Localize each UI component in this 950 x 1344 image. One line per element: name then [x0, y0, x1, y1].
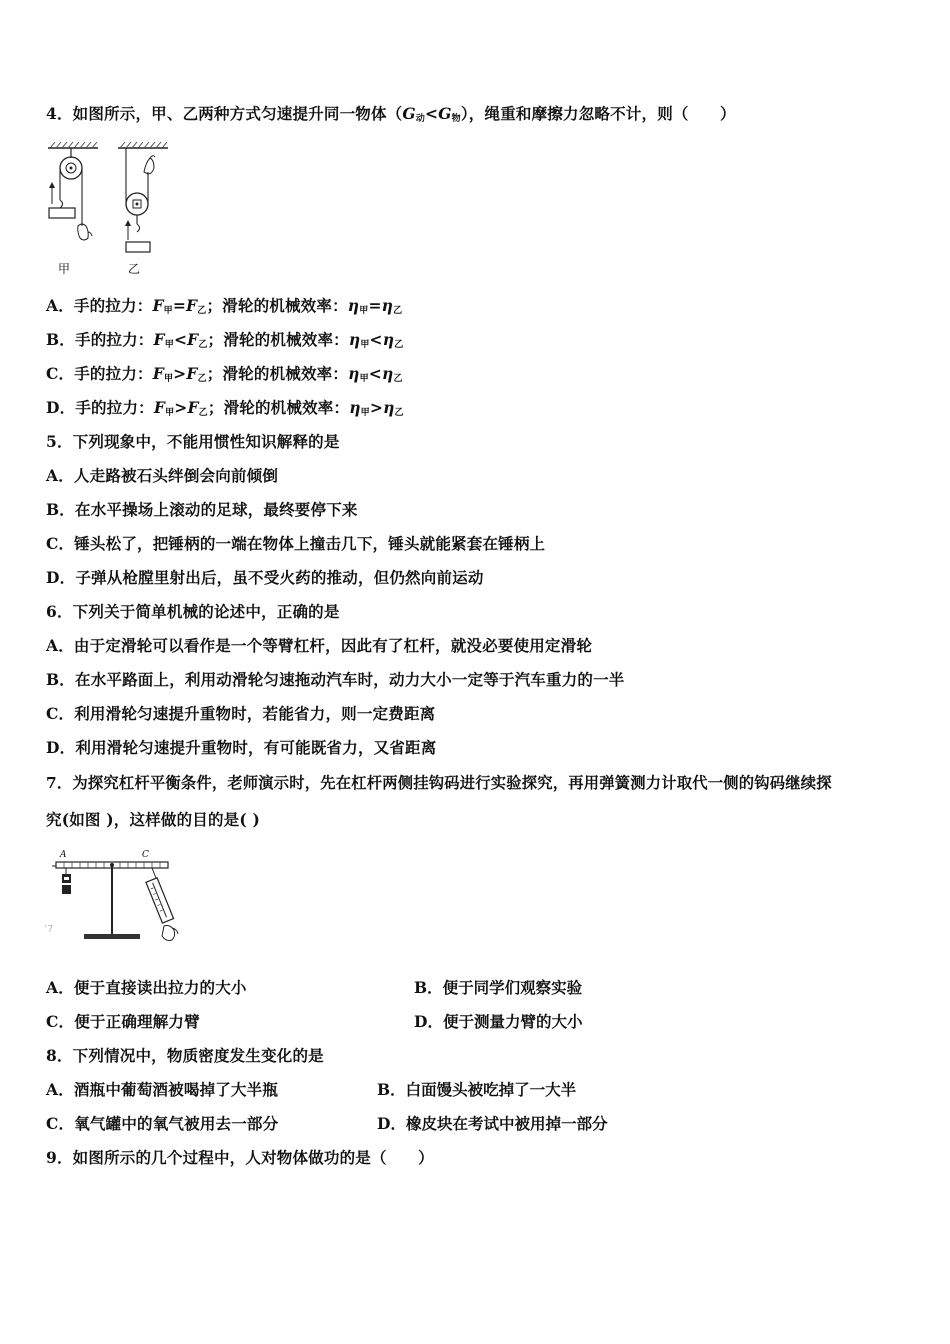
- q7-lever-figure: [44, 848, 194, 944]
- q4-option-a: A．手的拉力：$F_甲=F_乙$；滑轮的机械效率：$\eta_甲=\eta_乙$: [46, 296, 403, 316]
- q7-stem-line2: 究(如图 )，这样做的目的是( ): [46, 810, 261, 829]
- q6-option-a: A．由于定滑轮可以看作是一个等臂杠杆，因此有了杠杆，就没必要使用定滑轮: [46, 636, 593, 655]
- q6-option-b: B．在水平路面上，利用动滑轮匀速拖动汽车时，动力大小一定等于汽车重力的一半: [46, 670, 625, 689]
- fig-label-a: A: [60, 850, 67, 860]
- q7-option-d: D．便于测量力臂的大小: [414, 1012, 583, 1031]
- q7-stem-line1: 7．为探究杠杆平衡条件，老师演示时，先在杠杆两侧挂钩码进行实验探究，再用弹簧测力计取代一侧的钩码继续探: [46, 774, 832, 792]
- q4-symbol-g2: G: [438, 104, 452, 123]
- q6-stem: 6．下列关于简单机械的论述中，正确的是: [46, 602, 340, 621]
- q4-stem-part2: ），绳重和摩擦力忽略不计，则（ ）: [460, 104, 736, 123]
- svg-text:ʼ7: ʼ7: [44, 924, 54, 935]
- q5-option-c: C．锤头松了，把锤柄的一端在物体上撞击几下，锤头就能紧套在锤柄上: [46, 534, 546, 553]
- q5-stem: 5．下列现象中，不能用惯性知识解释的是: [46, 432, 340, 451]
- lever-diagram: [44, 848, 194, 944]
- q8-option-b: B．白面馒头被吃掉了一大半: [377, 1080, 577, 1099]
- pulley-diagram: [44, 142, 174, 277]
- q8-option-d: D．橡皮块在考试中被用掉一部分: [377, 1114, 608, 1133]
- q4-subscript-wu: 物: [451, 114, 461, 124]
- q4-subscript-dong: 动: [415, 114, 426, 124]
- q5-option-b: B．在水平操场上滚动的足球，最终要停下来: [46, 500, 358, 519]
- q4-stem-part1: 4．如图所示，甲、乙两种方式匀速提升同一物体（: [46, 104, 403, 123]
- q4-option-d: D．手的拉力：$F_甲>F_乙$；滑轮的机械效率：$\eta_甲>\eta_乙$: [46, 398, 404, 418]
- q7-option-a: A．便于直接读出拉力的大小: [46, 978, 247, 997]
- q9-stem: 9．如图所示的几个过程中，人对物体做功的是（ ）: [46, 1148, 434, 1167]
- q7-option-b: B．便于同学们观察实验: [414, 978, 583, 997]
- q8-stem: 8．下列情况中，物质密度发生变化的是: [46, 1046, 324, 1065]
- q4-less-than: <: [425, 104, 439, 123]
- q7-option-c: C．便于正确理解力臂: [46, 1012, 200, 1031]
- q6-option-c: C．利用滑轮匀速提升重物时，若能省力，则一定费距离: [46, 704, 436, 723]
- q4-option-c: C．手的拉力：$F_甲>F_乙$；滑轮的机械效率：$\eta_甲<\eta_乙$: [46, 364, 403, 384]
- q4-symbol-g1: G: [402, 104, 416, 123]
- q4-pulley-figure: [44, 142, 174, 277]
- q8-option-a: A．酒瓶中葡萄酒被喝掉了大半瓶: [46, 1080, 279, 1099]
- q8-option-c: C．氧气罐中的氧气被用去一部分: [46, 1114, 279, 1133]
- q4-stem: [46, 102, 736, 124]
- fig-label-jia: 甲: [58, 262, 71, 276]
- fig-label-c: C: [142, 850, 149, 860]
- fig-label-yi: 乙: [128, 262, 141, 276]
- q5-option-a: A．人走路被石头绊倒会向前倾倒: [46, 466, 279, 485]
- q6-option-d: D．利用滑轮匀速提升重物时，有可能既省力，又省距离: [46, 738, 437, 757]
- q4-option-b: B．手的拉力：$F_甲<F_乙$；滑轮的机械效率：$\eta_甲<\eta_乙$: [46, 330, 404, 350]
- q5-option-d: D．子弹从枪膛里射出后，虽不受火药的推动，但仍然向前运动: [46, 568, 484, 587]
